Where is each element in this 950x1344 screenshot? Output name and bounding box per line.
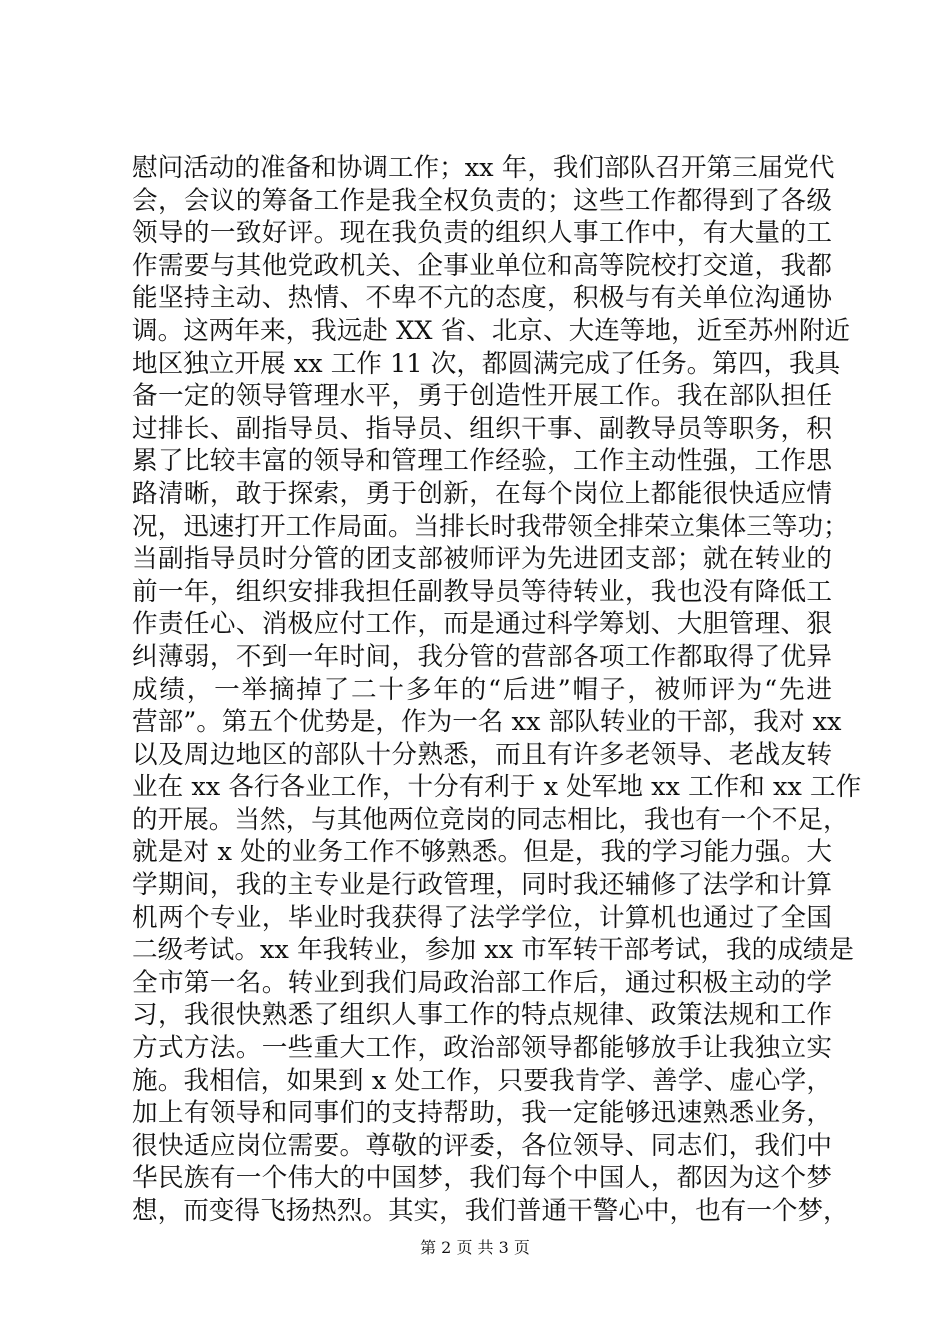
- text-line: 领导的一致好评。现在我负责的组织人事工作中，有大量的工: [132, 218, 832, 249]
- text-line: 况，迅速打开工作局面。当排长时我带领全排荣立集体三等功；: [132, 511, 849, 542]
- text-line: 业在 xx 各行各业工作，十分有利于 x 处军地 xx 工作和 xx 工作: [132, 772, 862, 803]
- text-line: 方式方法。一些重大工作，政治部领导都能够放手让我独立实: [132, 1033, 832, 1064]
- text-line: 想，而变得飞扬热烈。其实，我们普通干警心中，也有一个梦，: [132, 1196, 849, 1226]
- text-line: 会，会议的筹备工作是我全权负责的；这些工作都得到了各级: [132, 185, 832, 216]
- text-line: 就是对 x 处的业务工作不够熟悉。但是，我的学习能力强。大: [132, 837, 832, 868]
- text-line: 成绩，一举摘掉了二十多年的“后进”帽子，被师评为“先进: [132, 674, 832, 705]
- text-line: 作责任心、消极应付工作，而是通过科学筹划、大胆管理、狠: [132, 609, 832, 640]
- text-line: 过排长、副指导员、指导员、组织干事、副教导员等职务，积: [132, 413, 832, 444]
- text-line: 前一年，组织安排我担任副教导员等待转业，我也没有降低工: [132, 576, 832, 607]
- text-line: 路清晰，敢于探索，勇于创新，在每个岗位上都能很快适应情: [132, 478, 832, 509]
- text-line: 地区独立开展 xx 工作 11 次，都圆满完成了任务。第四，我具: [132, 348, 841, 379]
- text-line: 备一定的领导管理水平，勇于创造性开展工作。我在部队担任: [132, 381, 832, 412]
- text-line: 慰问活动的准备和协调工作；xx 年，我们部队召开第三届党代: [132, 153, 835, 183]
- page-number-footer: 第 2 页 共 3 页: [420, 1238, 530, 1257]
- text-line: 调。这两年来，我远赴 XX 省、北京、大连等地，近至苏州附近: [132, 315, 851, 346]
- text-line: 当副指导员时分管的团支部被师评为先进团支部；就在转业的: [132, 544, 832, 575]
- text-line: 加上有领导和同事们的支持帮助，我一定能够迅速熟悉业务，: [132, 1098, 832, 1129]
- text-line: 习，我很快熟悉了组织人事工作的特点规律、政策法规和工作: [132, 1000, 832, 1031]
- body-text: [132, 152, 862, 1228]
- text-line: 二级考试。xx 年我转业，参加 xx 市军转干部考试，我的成绩是: [132, 935, 854, 966]
- text-line: 施。我相信，如果到 x 处工作，只要我肯学、善学、虚心学，: [132, 1065, 832, 1096]
- text-line: 能坚持主动、热情、不卑不亢的态度，积极与有关单位沟通协: [132, 283, 832, 314]
- text-line: 华民族有一个伟大的中国梦，我们每个中国人，都因为这个梦: [132, 1163, 832, 1194]
- text-line: 很快适应岗位需要。尊敬的评委，各位领导、同志们，我们中: [132, 1130, 832, 1161]
- text-line: 全市第一名。转业到我们局政治部工作后，通过积极主动的学: [132, 967, 832, 998]
- text-line: 机两个专业，毕业时我获得了法学学位，计算机也通过了全国: [132, 902, 832, 933]
- text-line: 纠薄弱，不到一年时间，我分管的营部各项工作都取得了优异: [132, 641, 832, 672]
- text-line: 学期间，我的主专业是行政管理，同时我还辅修了法学和计算: [132, 870, 832, 901]
- text-line: 以及周边地区的部队十分熟悉，而且有许多老领导、老战友转: [132, 739, 832, 770]
- text-line: 营部”。第五个优势是，作为一名 xx 部队转业的干部，我对 xx: [132, 707, 842, 738]
- text-line: 累了比较丰富的领导和管理工作经验，工作主动性强，工作思: [132, 446, 832, 477]
- text-line: 作需要与其他党政机关、企事业单位和高等院校打交道，我都: [132, 250, 832, 281]
- text-line: 的开展。当然，与其他两位竞岗的同志相比，我也有一个不足，: [132, 804, 849, 835]
